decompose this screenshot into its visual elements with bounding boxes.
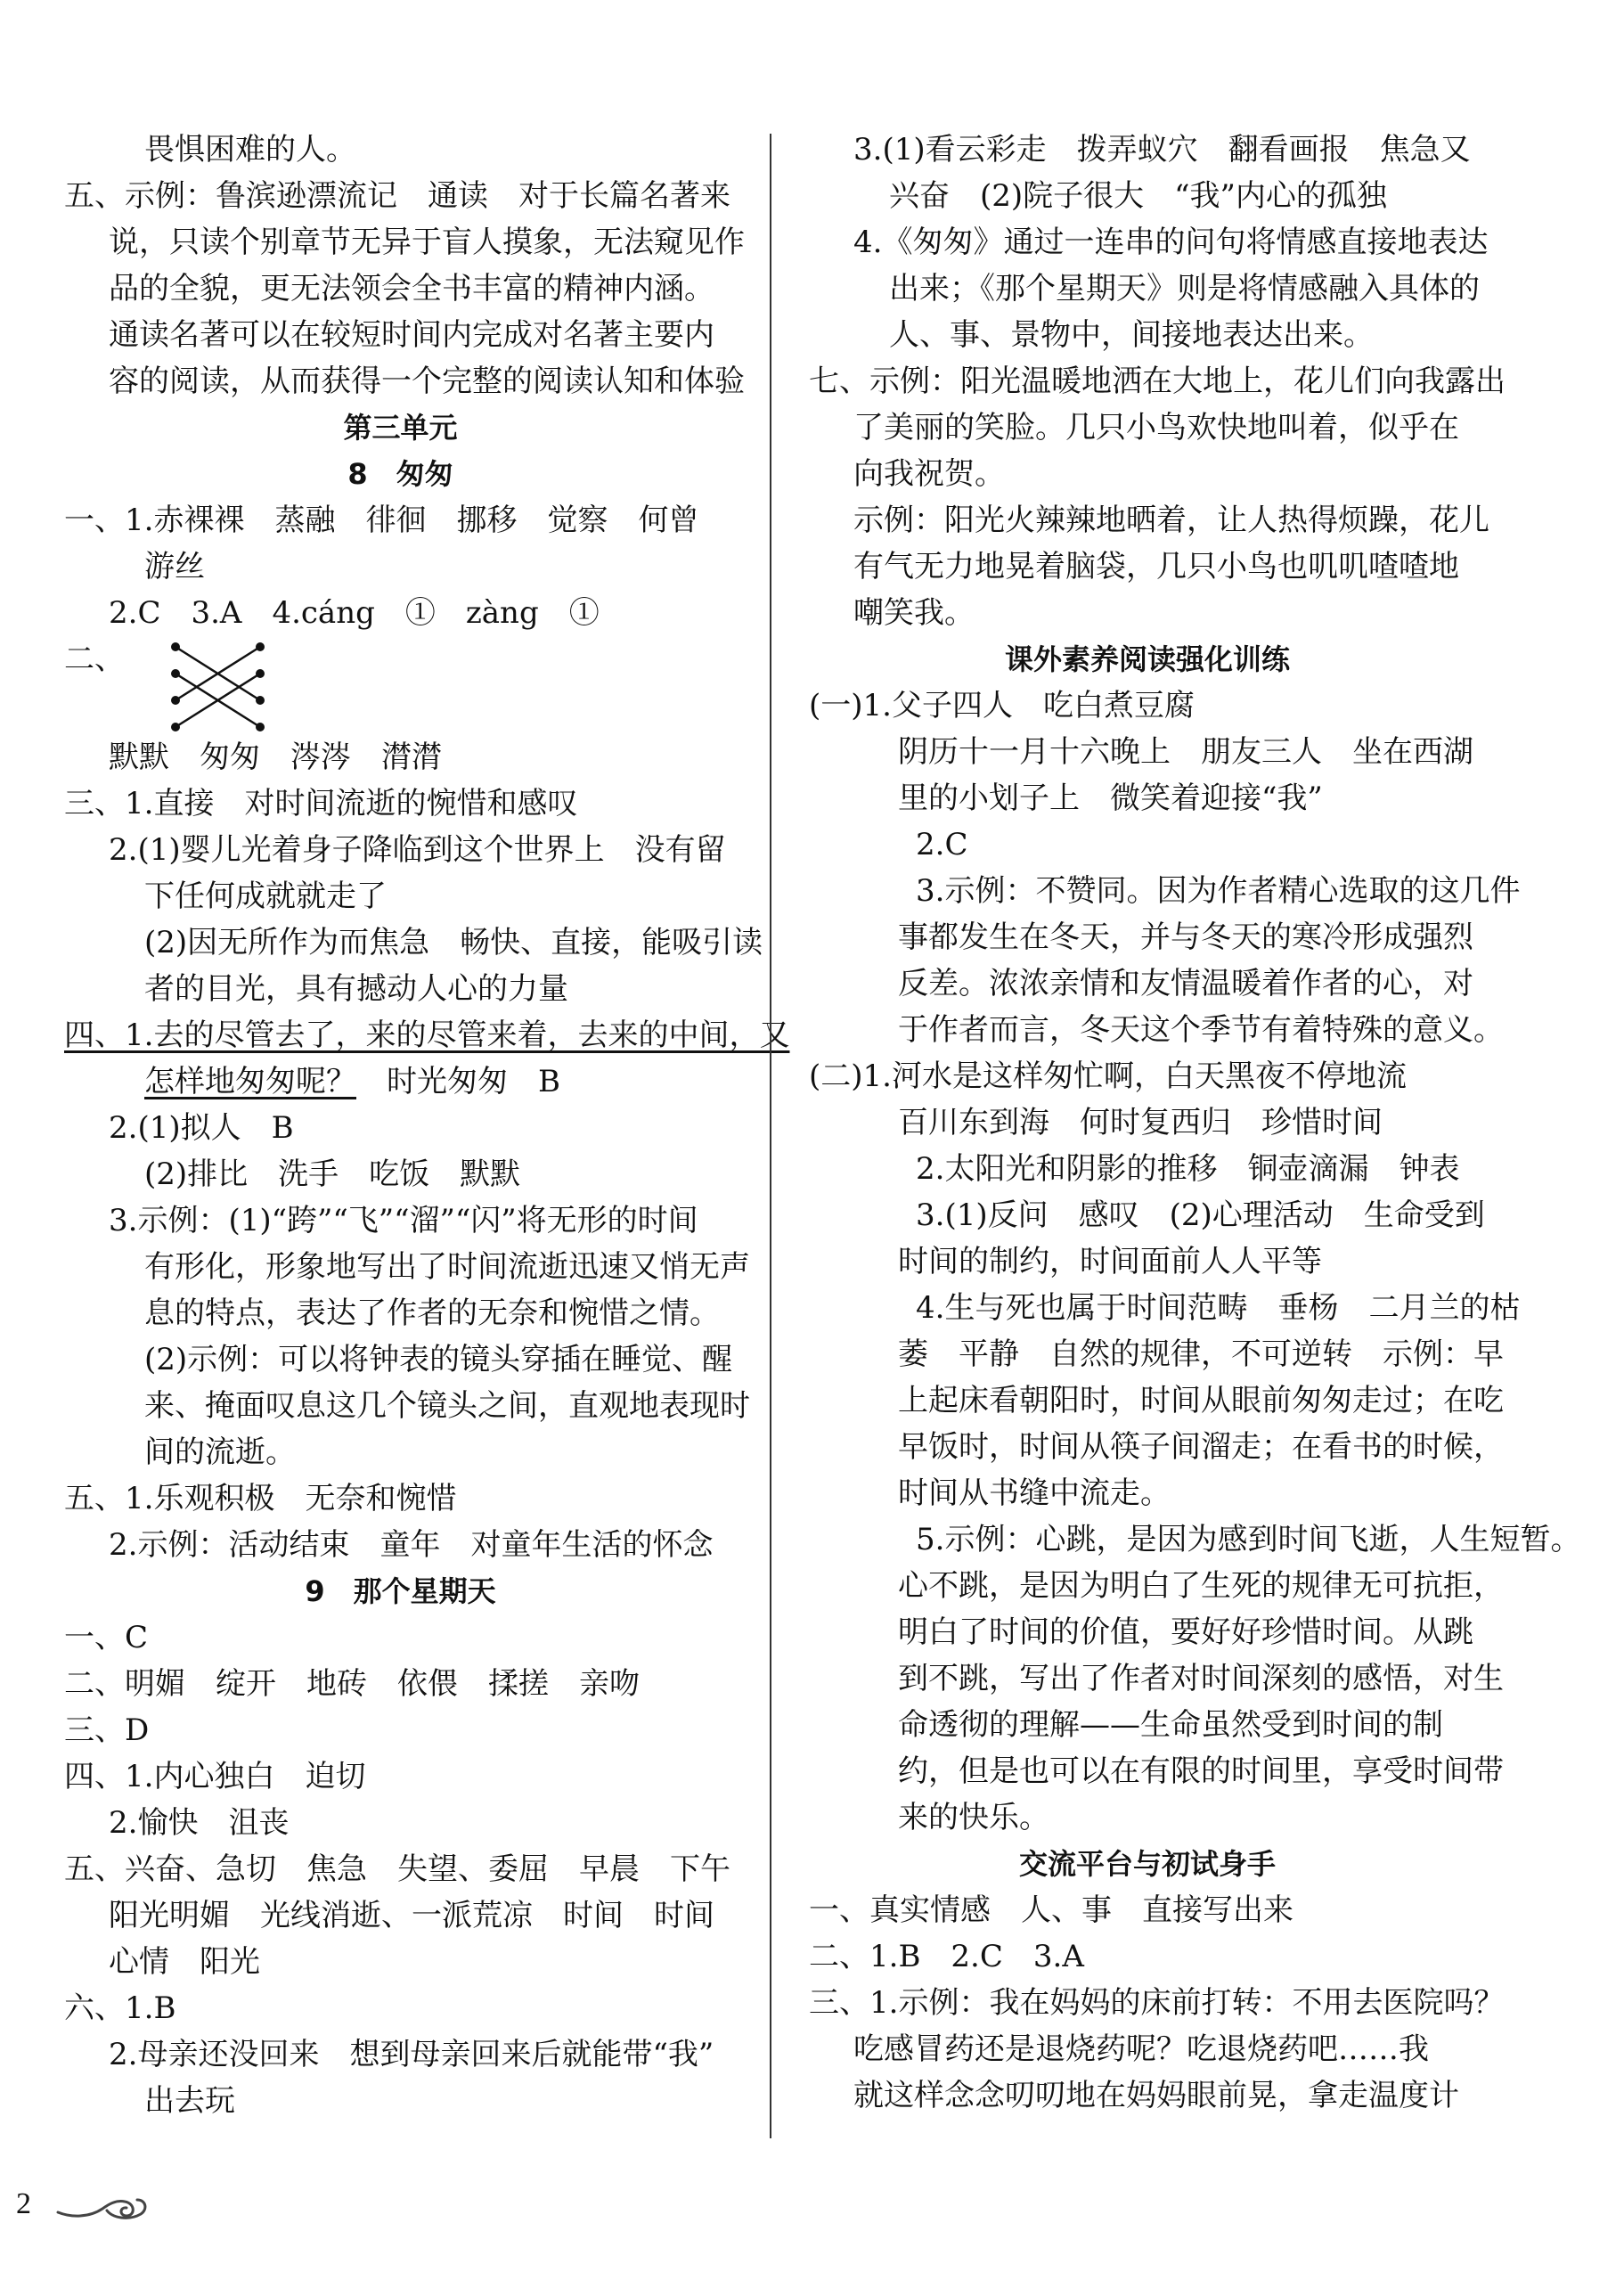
column-divider [770, 134, 771, 2138]
answer-text: 时光匆匆 B [356, 1064, 560, 1099]
answer-line: (2)排比 洗手 吃饭 默默 [144, 1156, 521, 1192]
answer-line: 来的快乐。 [898, 1800, 1049, 1835]
answer-line: (2)因无所作为而焦急 畅快、直接，能吸引读 [144, 925, 763, 960]
section-heading: 9 那个星期天 [305, 1574, 496, 1608]
answer-line: 就这样念念叨叨地在妈妈眼前晃，拿走温度计 [853, 2078, 1459, 2113]
matching-label: 二、 [64, 642, 125, 677]
answer-line: 有气无力地晃着脑袋，几只小鸟也叽叽喳喳地 [853, 549, 1459, 584]
answer-line: 示例：阳光火辣辣地晒着，让人热得烦躁，花儿 [853, 503, 1489, 538]
answer-line: 六、1.B [64, 1990, 176, 2026]
answer-line: 来、掩面叹息这几个镜头之间，直观地表现时 [144, 1388, 750, 1424]
answer-line: 默默 匆匆 涔涔 潸潸 [109, 740, 442, 775]
answer-line: 七、示例：阳光温暖地洒在大地上，花儿们向我露出 [809, 364, 1506, 399]
answer-line: 心情 阳光 [109, 1944, 260, 1980]
answer-line: 3.(1)看云彩走 拨弄蚁穴 翻看画报 焦急又 [853, 132, 1471, 168]
section-heading: 第三单元 [343, 411, 458, 445]
answer-line: 五、兴奋、急切 焦急 失望、委屈 早晨 下午 [64, 1851, 730, 1887]
answer-line: 心不跳，是因为明白了生死的规律无可抗拒， [898, 1568, 1504, 1604]
answer-line: 4.生与死也属于时间范畴 垂杨 二月兰的枯 [916, 1290, 1521, 1326]
answer-line [64, 1012, 790, 1058]
answer-line: 通读名著可以在较短时间内完成对名著主要内 [109, 317, 714, 353]
answer-line: 吃感冒药还是退烧药呢？吃退烧药吧……我 [853, 2031, 1429, 2067]
answer-line: 了美丽的笑脸。几只小鸟欢快地叫着，似乎在 [853, 410, 1459, 445]
answer-line: 畏惧困难的人。 [144, 132, 356, 168]
answer-line: 反差。浓浓亲情和友情温暖着作者的心，对 [898, 966, 1473, 1001]
right-column [809, 127, 1581, 2119]
underlined-text: 四、1.去的尽管去了，来的尽管来着，去来的中间，又 [64, 1017, 790, 1053]
answer-line: 三、1.示例：我在妈妈的床前打转：不用去医院吗？ [809, 1985, 1505, 2021]
answer-line: 下任何成就就走了 [144, 878, 387, 914]
answer-line: 三、D [64, 1712, 150, 1748]
answer-line [64, 1058, 737, 1105]
answer-line: 有形化，形象地写出了时间流逝迅速又悄无声 [144, 1249, 750, 1285]
answer-line: 上起床看朝阳时，时间从眼前匆匆走过；在吃 [898, 1383, 1504, 1418]
answer-line: 2.母亲还没回来 想到母亲回来后就能带“我” [109, 2037, 714, 2072]
answer-line: 早饭时，时间从筷子间溜走；在看书的时候， [898, 1429, 1504, 1465]
answer-line: 3.(1)反问 感叹 (2)心理活动 生命受到 [916, 1197, 1485, 1233]
answer-line: 2.示例：活动结束 童年 对童年生活的怀念 [109, 1527, 714, 1563]
answer-line: 时间的制约，时间面前人人平等 [898, 1244, 1322, 1279]
answer-line: (二)1.河水是这样匆忙啊，白天黑夜不停地流 [809, 1058, 1407, 1094]
answer-line: 约，但是也可以在有限的时间里，享受时间带 [898, 1753, 1504, 1789]
answer-line: 阴历十一月十六晚上 朋友三人 坐在西湖 [898, 734, 1473, 770]
matching-diagram [64, 636, 737, 734]
answer-line: 于作者而言，冬天这个季节有着特殊的意义。 [898, 1012, 1504, 1048]
answer-line: 时间从书缝中流走。 [898, 1475, 1171, 1511]
answer-line: 一、C [64, 1620, 149, 1655]
answer-line: 品的全貌，更无法领会全书丰富的精神内涵。 [109, 271, 714, 306]
answer-line: 者的目光，具有撼动人心的力量 [144, 971, 568, 1007]
answer-line: 二、1.B 2.C 3.A [809, 1939, 1084, 1974]
answer-line: 2.愉快 沮丧 [109, 1805, 290, 1841]
matching-lines [109, 636, 287, 734]
answer-line: 到不跳，写出了作者对时间深刻的感悟，对生 [898, 1661, 1504, 1696]
answer-line: 事都发生在冬天，并与冬天的寒冷形成强烈 [898, 919, 1473, 955]
answer-line: 游丝 [144, 549, 205, 584]
answer-line: 人、事、景物中，间接地表达出来。 [889, 317, 1374, 353]
answer-line: 里的小划子上 微笑着迎接“我” [898, 780, 1323, 816]
answer-line: 2.C 3.A 4.cáng ① zàng ① [109, 595, 600, 631]
answer-line: 2.(1)婴儿光着身子降临到这个世界上 没有留 [109, 832, 726, 868]
answer-line: 明白了时间的价值，要好好珍惜时间。从跳 [898, 1614, 1473, 1650]
answer-line: 四、1.内心独白 迫切 [64, 1759, 366, 1794]
answer-line: 容的阅读，从而获得一个完整的阅读认知和体验 [109, 364, 745, 399]
answer-line: 五、示例：鲁滨逊漂流记 通读 对于长篇名著来 [64, 178, 730, 214]
answer-line: 3.示例：(1)“跨”“飞”“溜”“闪”将无形的时间 [109, 1203, 698, 1238]
answer-line: 3.示例：不赞同。因为作者精心选取的这几件 [916, 873, 1521, 909]
answer-line: (一)1.父子四人 吃白煮豆腐 [809, 688, 1195, 723]
answer-line: 2.C [916, 827, 968, 862]
underlined-text: 怎样地匆匆呢？ [144, 1064, 356, 1099]
answer-line: 5.示例：心跳，是因为感到时间飞逝，人生短暂。 [916, 1522, 1581, 1557]
answer-line: 阳光明媚 光线消逝、一派荒凉 时间 时间 [109, 1898, 714, 1933]
answer-line: 五、1.乐观积极 无奈和惋惜 [64, 1481, 457, 1516]
answer-line: 2.(1)拟人 B [109, 1110, 294, 1146]
answer-line: 三、1.直接 对时间流逝的惋惜和感叹 [64, 786, 578, 821]
answer-line: 兴奋 (2)院子很大 “我”内心的孤独 [889, 178, 1387, 214]
answer-line: 嘲笑我。 [853, 595, 975, 631]
answer-line: 百川东到海 何时复西归 珍惜时间 [898, 1105, 1383, 1140]
section-heading: 课外素养阅读强化训练 [1004, 642, 1290, 676]
section-heading: 交流平台与初试身手 [1018, 1847, 1276, 1881]
section-heading: 8 匆匆 [347, 457, 453, 491]
left-column [64, 127, 790, 2124]
answer-line: 一、真实情感 人、事 直接写出来 [809, 1892, 1293, 1928]
answer-line: 间的流逝。 [144, 1434, 296, 1470]
answer-line: 4.《匆匆》通过一连串的问句将情感直接地表达 [853, 225, 1489, 260]
answer-line: 说，只读个别章节无异于盲人摸象，无法窥见作 [109, 225, 745, 260]
answer-line: 二、明媚 绽开 地砖 依偎 揉搓 亲吻 [64, 1666, 640, 1702]
answer-line: 出去玩 [144, 2083, 235, 2119]
answer-line: (2)示例：可以将钟表的镜头穿插在睡觉、醒 [144, 1342, 733, 1377]
answer-line: 命透彻的理解——生命虽然受到时间的制 [898, 1707, 1443, 1743]
answer-line: 出来；《那个星期天》则是将情感融入具体的 [889, 271, 1480, 306]
answer-line: 向我祝贺。 [853, 456, 1005, 492]
page-number: 2 [16, 2187, 31, 2220]
answer-line: 萎 平静 自然的规律，不可逆转 示例：早 [898, 1336, 1504, 1372]
cloud-ornament-icon [53, 2187, 151, 2223]
answer-line: 一、1.赤裸裸 蒸融 徘徊 挪移 觉察 何曾 [64, 503, 699, 538]
answer-line: 息的特点，表达了作者的无奈和惋惜之情。 [144, 1295, 720, 1331]
answer-line: 2.太阳光和阴影的推移 铜壶滴漏 钟表 [916, 1151, 1460, 1187]
